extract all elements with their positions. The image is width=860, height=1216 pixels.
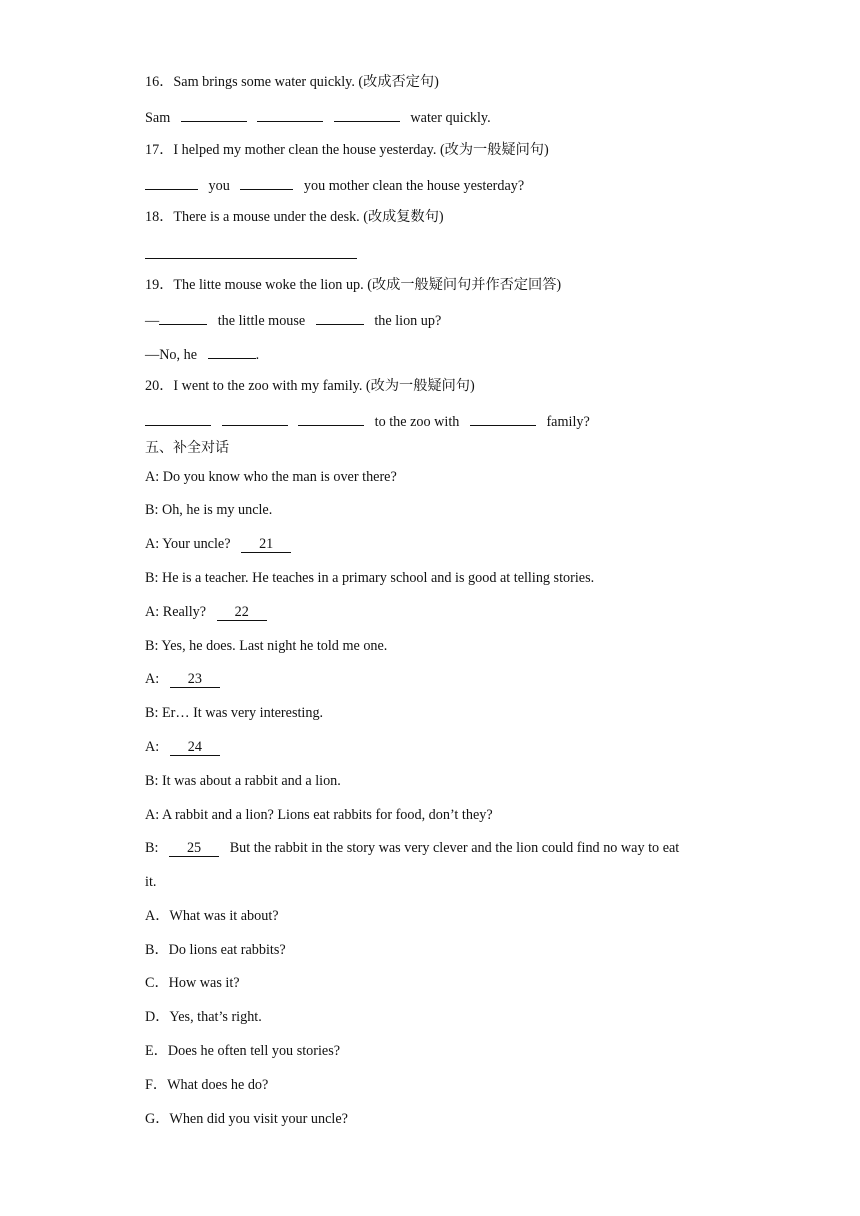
q18-prompt: 18．There is a mouse under the desk. (改成复数句) — [145, 209, 444, 225]
q20-end: family? — [546, 414, 590, 430]
q16-prompt: 16．Sam brings some water quickly. (改成否定句) — [145, 74, 439, 90]
q19-mid: the little mouse — [217, 313, 306, 329]
dialogue-line-1: A: Do you know who the man is over there? — [145, 469, 397, 485]
option-d: D．Yes, that’s right. — [145, 1009, 262, 1025]
dialogue-line-7 — [145, 669, 220, 689]
dialogue-line-9-text: A: — [145, 739, 160, 755]
option-f: F．What does he do? — [145, 1077, 269, 1093]
q20-answer-line — [145, 410, 590, 430]
q18-answer-line[interactable] — [145, 258, 357, 259]
dialogue-line-8: B: Er… It was very interesting. — [145, 705, 324, 721]
dialogue-line-2: B: Oh, he is my uncle. — [145, 502, 273, 518]
q16-blank-3[interactable] — [334, 106, 400, 122]
q19-blank-1[interactable] — [159, 309, 207, 325]
dialogue-line-12-text: B: — [145, 840, 159, 856]
q20-prompt: 20．I went to the zoo with my family. (改为一般疑问句) — [145, 378, 475, 394]
q20-blank-3[interactable] — [298, 410, 364, 426]
q16-answer-line — [145, 106, 491, 126]
q16-blank-2[interactable] — [257, 106, 323, 122]
dialogue-line-5 — [145, 602, 267, 622]
dialogue-line-3 — [145, 534, 291, 554]
blank-25[interactable]: 25 — [169, 840, 219, 857]
dialogue-line-11: A: A rabbit and a lion? Lions eat rabbits for food, don’t they? — [145, 807, 493, 823]
q19-prompt: 19．The litte mouse woke the lion up. (改成一般疑问句并作否定回答) — [145, 277, 562, 293]
q17-blank-2[interactable] — [240, 174, 293, 190]
option-b: B．Do lions eat rabbits? — [145, 942, 286, 958]
q16-ans-end: water quickly. — [410, 110, 491, 126]
q19-end: the lion up? — [374, 313, 442, 329]
dialogue-line-13: it. — [145, 874, 157, 890]
dialogue-line-12 — [145, 838, 679, 858]
option-g: G．When did you visit your uncle? — [145, 1111, 348, 1127]
q20-mid: to the zoo with — [374, 414, 460, 430]
dialogue-line-7-text: A: — [145, 671, 160, 687]
q16-ans-start: Sam — [145, 110, 171, 126]
dialogue-line-10: B: It was about a rabbit and a lion. — [145, 773, 341, 789]
section-5-title: 五、补全对话 — [145, 440, 229, 456]
option-c: C．How was it? — [145, 975, 240, 991]
q17-blank-1[interactable] — [145, 174, 198, 190]
blank-21[interactable]: 21 — [241, 536, 291, 553]
dialogue-line-9 — [145, 737, 220, 757]
q19-answer-line-2 — [145, 343, 259, 363]
q17-ans-end: you mother clean the house yesterday? — [303, 178, 525, 194]
blank-23[interactable]: 23 — [170, 671, 220, 688]
dialogue-line-4: B: He is a teacher. He teaches in a primary school and is good at telling stories. — [145, 570, 595, 586]
q20-blank-4[interactable] — [470, 410, 536, 426]
q19-reply-start: —No, he — [145, 347, 198, 363]
q17-prompt: 17．I helped my mother clean the house yesterday. (改为一般疑问句) — [145, 142, 549, 158]
dialogue-line-5-text: A: Really? — [145, 604, 207, 620]
q20-blank-1[interactable] — [145, 410, 211, 426]
q19-reply-end: . — [255, 347, 260, 363]
q19-blank-3[interactable] — [208, 343, 256, 359]
q17-ans-mid: you — [208, 178, 230, 194]
dialogue-line-12-rest: But the rabbit in the story was very clever and the lion could find no way to eat — [229, 840, 680, 856]
blank-22[interactable]: 22 — [217, 604, 267, 621]
q16-blank-1[interactable] — [181, 106, 247, 122]
q19-answer-line-1 — [145, 309, 441, 329]
option-e: E．Does he often tell you stories? — [145, 1043, 341, 1059]
dialogue-line-6: B: Yes, he does. Last night he told me one. — [145, 638, 388, 654]
q20-blank-2[interactable] — [222, 410, 288, 426]
dialogue-line-3-text: A: Your uncle? — [145, 536, 231, 552]
option-a: A．What was it about? — [145, 908, 279, 924]
q19-dash: — — [145, 313, 160, 329]
q19-blank-2[interactable] — [316, 309, 364, 325]
blank-24[interactable]: 24 — [170, 739, 220, 756]
q17-answer-line — [145, 174, 524, 194]
